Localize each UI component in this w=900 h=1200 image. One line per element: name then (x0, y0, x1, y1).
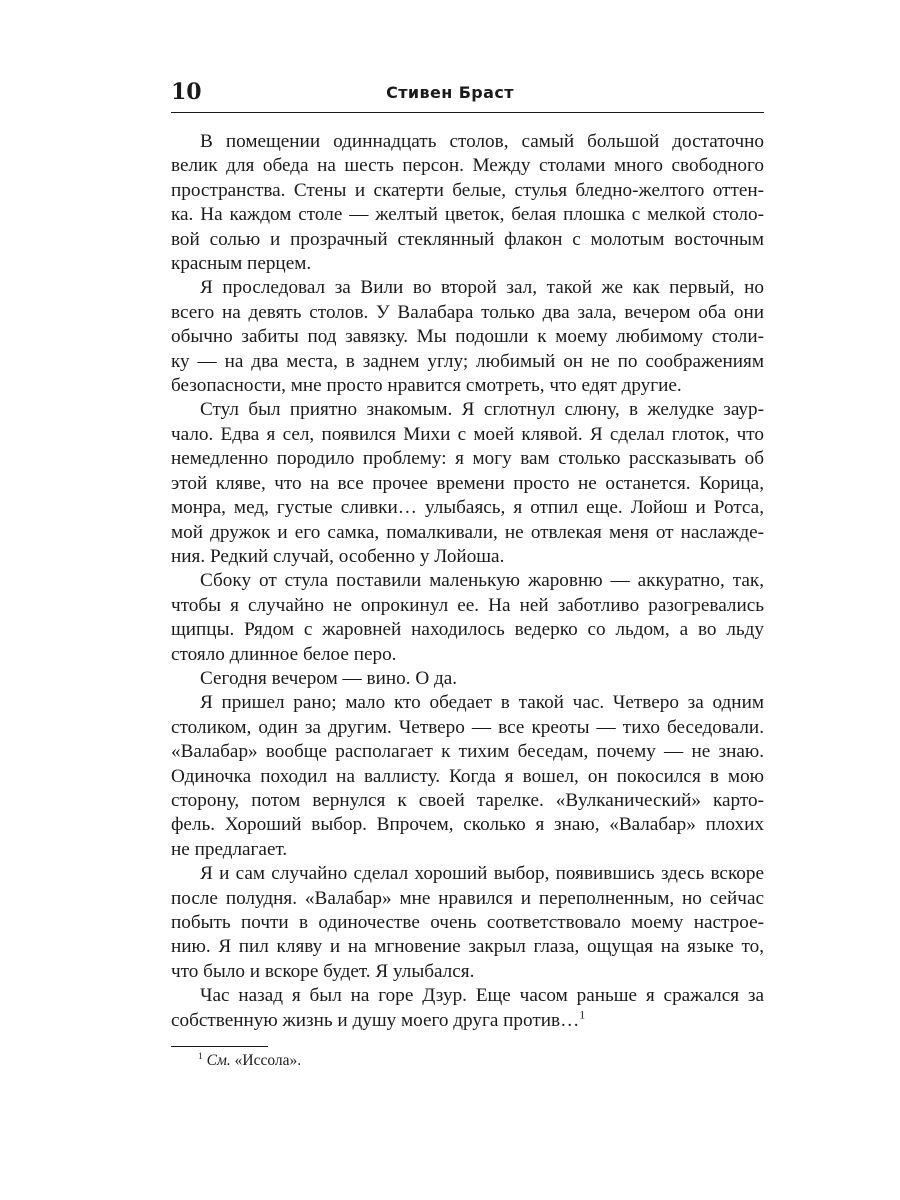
text-line: не предлагает. (171, 838, 288, 860)
paragraph (171, 569, 764, 667)
text-line: обычно забиты под завязку. Мы подошли к моему любимому столи- (171, 326, 764, 348)
text-line: щипцы. Рядом с жаровней находилось ведерко со льдом, а во льду (171, 619, 764, 641)
text-line: собственную жизнь и душу моего друга против…$^1$ (171, 1007, 586, 1031)
text-line: Сегодня вечером — вино. О да. (200, 667, 458, 689)
text-line: нию. Я пил кляву и на мгновение закрыл глаза, ощущая на языке то, (171, 936, 764, 958)
paragraph (171, 691, 764, 862)
text-line: ния. Редкий случай, особенно у Лойоша. (171, 545, 505, 567)
footnote-marker: 1 (198, 1050, 203, 1062)
text-line: В помещении одиннадцать столов, самый большой достаточно (200, 131, 764, 152)
header-rule (171, 112, 764, 113)
body-text (171, 130, 764, 1033)
text-line: немедленно породило проблему: я могу вам столько рассказывать об (171, 448, 764, 470)
text-line: всего на девять столов. У Валабара только два зала, вечером оба они (171, 301, 764, 323)
text-line: столиком, один за другим. Четверо — все креоты — тихо беседовали. (171, 716, 764, 738)
text-line: Сбоку от стула поставили маленькую жаровню — аккуратно, так, (200, 570, 764, 592)
text-line: пространства. Стены и скатерти белые, стулья бледно-желтого оттен- (171, 179, 764, 201)
text-line: «Валабар» вообще располагает к тихим беседам, почему — не знаю. (171, 741, 764, 763)
text-line: чтобы я случайно не опрокинул ее. На ней заботливо разогревались (171, 594, 764, 616)
text-line: стояло длинное белое перо. (171, 643, 397, 665)
text-line: Стул был приятно знакомым. Я сглотнул слюну, в желудке заур- (200, 399, 764, 421)
text-line: после полудня. «Валабар» мне нравился и переполненным, но сейчас (171, 887, 764, 909)
paragraph (171, 398, 764, 569)
running-head: Стивен Браст (386, 83, 514, 102)
text-line: чало. Едва я сел, появился Михи с моей клявой. Я сделал глоток, что (171, 423, 764, 445)
text-line: ка. На каждом столе — желтый цветок, белая плошка с мелкой столо- (171, 204, 764, 226)
text-line: Я и сам случайно сделал хороший выбор, появившись здесь вскоре (200, 863, 764, 885)
page-number: 10 (171, 79, 202, 105)
text-line: мой дружок и его самка, помалкивали, не отвлекая меня от наслажде- (171, 521, 764, 543)
text-line: сторону, потом вернулся к своей тарелке. «Вулканический» карто- (171, 789, 764, 811)
footnote-text: «Иссола». (234, 1052, 302, 1069)
paragraph (171, 667, 764, 691)
text-line: побыть почти в одиночестве очень соответствовало моему настрое- (171, 912, 764, 933)
text-line: велик для обеда на шесть персон. Между столами много свободного (171, 155, 764, 177)
text-line: красным перцем. (171, 253, 312, 275)
paragraph (171, 130, 764, 276)
text-line: Я пришел рано; мало кто обедает в такой час. Четверо за одним (200, 692, 764, 714)
footnote (198, 1051, 301, 1071)
paragraph (171, 276, 764, 398)
paragraph (171, 984, 764, 1033)
paragraph (171, 862, 764, 984)
footnote-ref: 1 (579, 1007, 586, 1022)
text-line: Одиночка походил на валлисту. Когда я вошел, он покосился в мою (171, 765, 764, 787)
footnote-rule (171, 1046, 268, 1047)
text-line: безопасности, мне просто нравится смотреть, что едят другие. (171, 375, 682, 397)
footnote-abbr: См. (206, 1052, 231, 1069)
text-line: монра, мед, густые сливки… улыбаясь, я отпил еще. Лойош и Ротса, (171, 497, 764, 519)
text-line: этой кляве, что на все прочее времени просто не останется. Корица, (171, 472, 764, 494)
text-line: ку — на два места, в заднем углу; любимый он не по соображениям (171, 350, 764, 372)
text-line: фель. Хороший выбор. Впрочем, сколько я знаю, «Валабар» плохих (171, 814, 764, 836)
text-line: Час назад я был на горе Дзур. Еще часом раньше я сражался за (200, 985, 764, 1007)
text-line: вой солью и прозрачный стеклянный флакон с молотым восточным (171, 228, 764, 250)
text-line: что было и вскоре будет. Я улыбался. (171, 960, 475, 982)
text-line: Я проследовал за Вили во второй зал, такой же как первый, но (200, 277, 764, 299)
